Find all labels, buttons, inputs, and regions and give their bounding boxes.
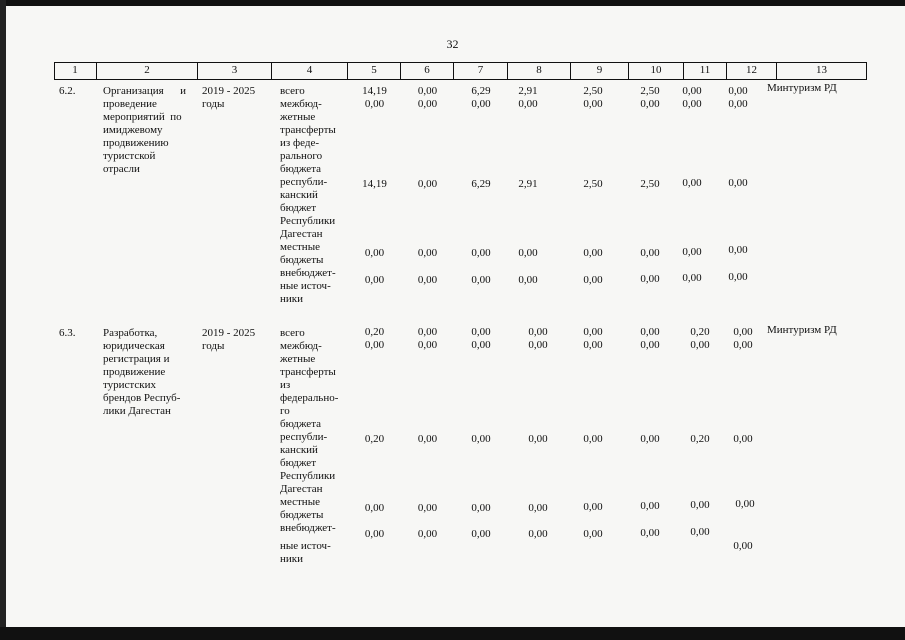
value-total: 0,00 [640, 326, 660, 338]
header-col-10: 10 [629, 62, 684, 80]
measure-name-line: туристских [103, 379, 156, 391]
value-federal: 0,00 [583, 98, 603, 110]
value-total: 0,00 [728, 85, 748, 97]
executor: Минтуризм РД [767, 324, 837, 336]
value-federal: 0,00 [690, 339, 710, 351]
period-line: 2019 - 2025 [202, 327, 256, 339]
value-total: 0,00 [417, 326, 438, 338]
value-extrabudget: 0,00 [518, 274, 538, 286]
value-local: 0,00 [518, 247, 538, 259]
funding-source-line: из феде- [280, 137, 319, 149]
funding-source-line: всего [280, 85, 305, 97]
header-col-8: 8 [508, 62, 571, 80]
value-republic: 0,00 [417, 178, 438, 190]
value-extrabudget: 0,00 [583, 274, 603, 286]
measure-name-line: продвижение [103, 366, 166, 378]
value-local: 0,00 [640, 247, 660, 259]
value-republic: 0,20 [364, 433, 385, 445]
header-col-1: 1 [54, 62, 97, 80]
funding-source-line: бюджета [280, 163, 322, 175]
value-total: 6,29 [471, 85, 491, 97]
measure-name-line: туристской [103, 150, 156, 162]
header-col-4: 4 [272, 62, 348, 80]
value-federal: 0,00 [682, 98, 702, 110]
funding-source-line: рального [280, 150, 323, 162]
value-total: 0,00 [682, 85, 702, 97]
value-republic: 0,00 [417, 433, 438, 445]
funding-source-line: Дагестан [280, 483, 323, 495]
funding-source-line: ники [280, 553, 304, 565]
row-number: 6.2. [59, 85, 76, 97]
value-local: 0,00 [417, 502, 438, 514]
value-federal: 0,00 [518, 98, 538, 110]
measure-name-line: Разработка, [103, 327, 158, 339]
value-local: 0,00 [364, 502, 385, 514]
value-local: 0,00 [417, 247, 438, 259]
value-extrabudget: 0,00 [682, 272, 702, 284]
value-local: 0,00 [583, 501, 603, 513]
measure-name-line: брендов Респуб- [103, 392, 181, 404]
value-local: 0,00 [471, 247, 491, 259]
value-republic: 2,91 [518, 178, 538, 190]
funding-source-line: республи- [280, 431, 328, 443]
funding-source-line: федерально- [280, 392, 339, 404]
funding-source-line: го [280, 405, 290, 417]
value-local: 0,00 [735, 498, 755, 510]
value-local: 0,00 [471, 502, 491, 514]
value-extrabudget: 0,00 [690, 526, 710, 538]
funding-source-line: бюджет [280, 202, 316, 214]
header-col-5: 5 [348, 62, 401, 80]
measure-name-line: лики Дагестан [103, 405, 171, 417]
value-total: 14,19 [362, 85, 387, 97]
value-total: 2,50 [583, 85, 603, 97]
funding-source-line: канский [280, 444, 318, 456]
header-col-12: 12 [727, 62, 777, 80]
funding-source-line: межбюд- [280, 98, 322, 110]
row-number: 6.3. [59, 327, 76, 339]
value-local: 0,00 [640, 500, 660, 512]
value-total: 0,00 [417, 85, 438, 97]
value-federal: 0,00 [640, 98, 660, 110]
period-line: 2019 - 2025 [202, 85, 256, 97]
value-federal: 0,00 [528, 339, 548, 351]
funding-source-line: бюджеты [280, 254, 324, 266]
scan-border-top [0, 0, 905, 6]
measure-name-line: Организация и [103, 85, 187, 97]
header-col-2: 2 [97, 62, 198, 80]
value-republic: 0,00 [728, 177, 748, 189]
measure-name-line: мероприятий по [103, 111, 182, 123]
value-republic: 6,29 [471, 178, 491, 190]
value-federal: 0,00 [640, 339, 660, 351]
value-total: 0,20 [364, 326, 385, 338]
value-extrabudget: 0,00 [417, 274, 438, 286]
value-federal: 0,00 [471, 339, 491, 351]
value-total: 2,50 [640, 85, 660, 97]
funding-source-line: межбюд- [280, 340, 322, 352]
value-total: 0,00 [583, 326, 603, 338]
funding-source-line: ные источ- [280, 280, 331, 292]
funding-source-line: трансферты [280, 124, 336, 136]
funding-source-line: внебюджет- [280, 522, 336, 534]
value-federal: 0,00 [364, 339, 385, 351]
value-extrabudget: 0,00 [364, 528, 385, 540]
header-col-6: 6 [401, 62, 454, 80]
funding-source-line: жетные [280, 353, 316, 365]
value-local: 0,00 [682, 246, 702, 258]
funding-source-line: республи- [280, 176, 328, 188]
period-line: годы [202, 340, 225, 352]
value-extrabudget: 0,00 [728, 271, 748, 283]
funding-source-line: бюджета [280, 418, 322, 430]
value-local: 0,00 [690, 499, 710, 511]
value-local: 0,00 [583, 247, 603, 259]
value-republic: 0,00 [528, 433, 548, 445]
funding-source-line: местные [280, 496, 320, 508]
page-number: 32 [446, 37, 459, 51]
header-col-7: 7 [454, 62, 508, 80]
value-extrabudget: 0,00 [528, 528, 548, 540]
funding-source-line: Дагестан [280, 228, 323, 240]
value-extrabudget: 0,00 [471, 274, 491, 286]
period-line: годы [202, 98, 225, 110]
value-federal: 0,00 [364, 98, 385, 110]
funding-source-line: ные источ- [280, 540, 331, 552]
value-extrabudget: 0,00 [364, 274, 385, 286]
funding-source-line: ники [280, 293, 304, 305]
value-republic: 0,20 [690, 433, 710, 445]
funding-source-line: внебюджет- [280, 267, 336, 279]
header-col-13: 13 [777, 62, 867, 80]
value-republic: 0,00 [733, 433, 753, 445]
value-local: 0,00 [728, 244, 748, 256]
value-total: 0,20 [690, 326, 710, 338]
measure-name-line: отрасли [103, 163, 140, 175]
value-total: 0,00 [733, 326, 753, 338]
funding-source-line: канский [280, 189, 318, 201]
value-federal: 0,00 [417, 339, 438, 351]
value-extrabudget: 0,00 [640, 273, 660, 285]
header-col-9: 9 [571, 62, 629, 80]
header-col-3: 3 [198, 62, 272, 80]
measure-name-line: регистрация и [103, 353, 170, 365]
measure-name-line: продвижению [103, 137, 169, 149]
funding-source-line: Республики [280, 470, 336, 482]
value-republic: 14,19 [362, 178, 387, 190]
value-republic: 2,50 [583, 178, 603, 190]
value-local: 0,00 [364, 247, 385, 259]
header-col-11: 11 [684, 62, 727, 80]
value-federal: 0,00 [728, 98, 748, 110]
value-republic: 0,00 [682, 177, 702, 189]
value-extrabudget: 0,00 [733, 540, 753, 552]
value-republic: 0,00 [471, 433, 491, 445]
funding-source-line: бюджеты [280, 509, 324, 521]
value-extrabudget: 0,00 [583, 528, 603, 540]
value-total: 0,00 [528, 326, 548, 338]
measure-name-line: имиджевому [103, 124, 163, 136]
value-republic: 0,00 [583, 433, 603, 445]
funding-source-line: местные [280, 241, 320, 253]
funding-source-line: трансферты [280, 366, 336, 378]
funding-source-line: Республики [280, 215, 336, 227]
value-extrabudget: 0,00 [417, 528, 438, 540]
value-federal: 0,00 [471, 98, 491, 110]
value-extrabudget: 0,00 [471, 528, 491, 540]
value-total: 2,91 [518, 85, 538, 97]
funding-source-line: бюджет [280, 457, 316, 469]
value-federal: 0,00 [417, 98, 438, 110]
value-federal: 0,00 [733, 339, 753, 351]
funding-source-line: жетные [280, 111, 316, 123]
value-federal: 0,00 [583, 339, 603, 351]
scan-border-left [0, 0, 6, 640]
measure-name-line: юридическая [103, 340, 165, 352]
executor: Минтуризм РД [767, 82, 837, 94]
funding-source-line: всего [280, 327, 305, 339]
measure-name-line: проведение [103, 98, 157, 110]
scan-border-bottom [0, 627, 905, 640]
value-total: 0,00 [471, 326, 491, 338]
value-local: 0,00 [528, 502, 548, 514]
funding-source-line: из [280, 379, 291, 391]
value-republic: 2,50 [640, 178, 660, 190]
value-extrabudget: 0,00 [640, 527, 660, 539]
value-republic: 0,00 [640, 433, 660, 445]
